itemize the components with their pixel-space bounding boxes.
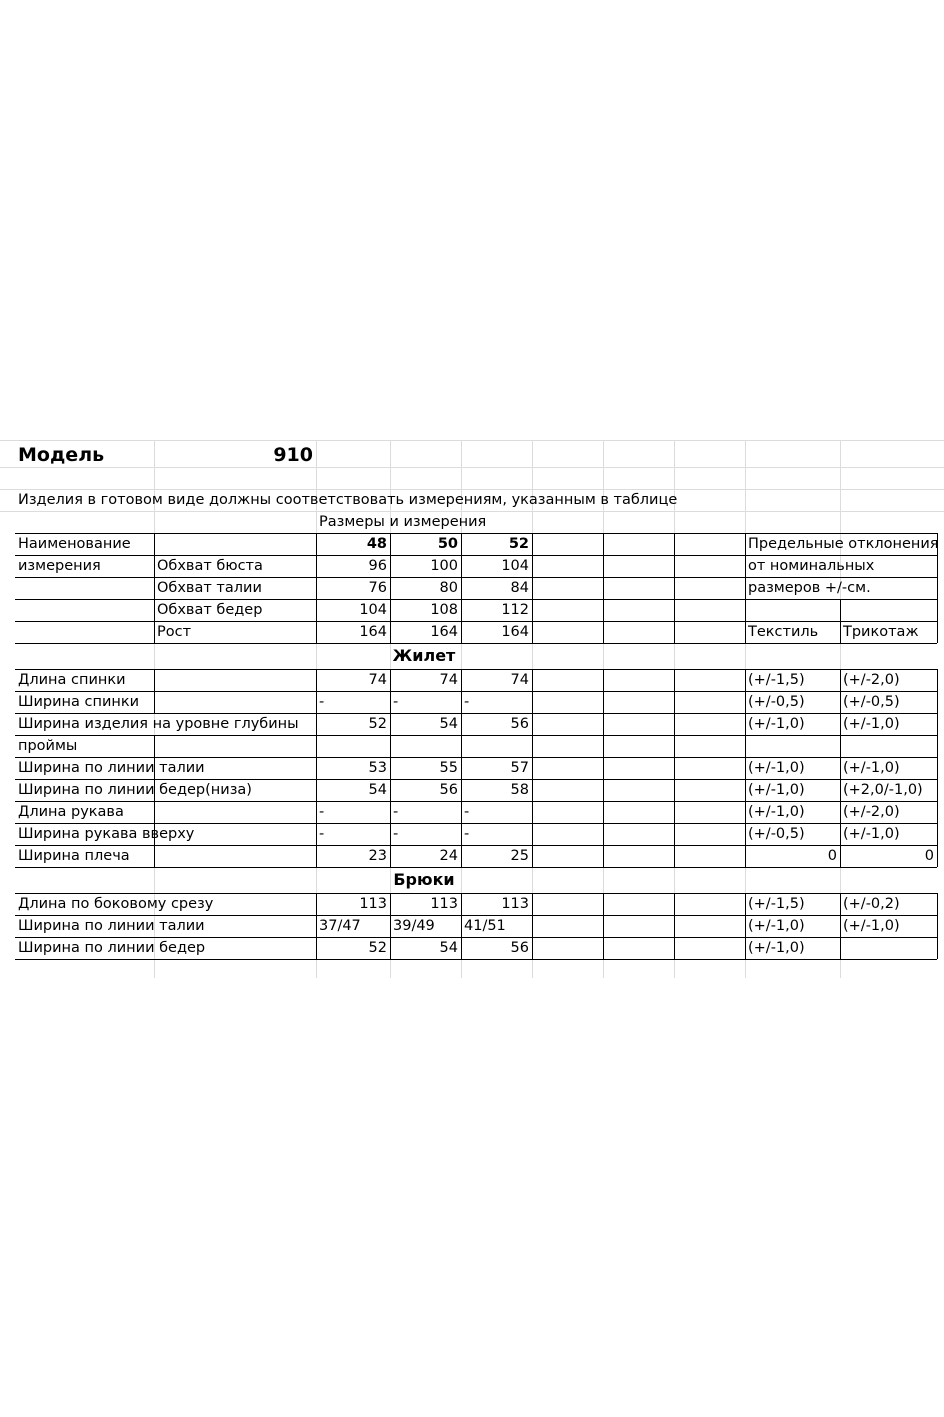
model-number: 910	[273, 444, 313, 466]
param-value: 164	[501, 624, 529, 640]
param-value: 164	[430, 624, 458, 640]
measurement-value: 41/51	[464, 918, 506, 934]
knit-tolerance: 0	[924, 848, 934, 864]
tolerance-label-3: размеров +/-см.	[748, 580, 871, 596]
size-48: 48	[366, 536, 387, 552]
param-value: 96	[368, 558, 387, 574]
textile-tolerance: (+/-1,5)	[748, 672, 805, 688]
knit-tolerance: (+/-1,0)	[843, 760, 900, 776]
model-label: Модель	[18, 444, 105, 466]
param-value: 84	[510, 580, 529, 596]
knit-tolerance: (+/-1,0)	[843, 716, 900, 732]
measurement-value: 39/49	[393, 918, 435, 934]
knit-tolerance: (+/-0,2)	[843, 896, 900, 912]
textile-tolerance: (+/-1,0)	[748, 804, 805, 820]
measurement-value: 56	[439, 782, 458, 798]
measurement-value: 52	[368, 940, 387, 956]
param-value: 104	[359, 602, 387, 618]
measurement-name: Ширина по линии бедер(низа)	[18, 782, 252, 798]
measurement-value: 56	[510, 716, 529, 732]
measurement-name: Ширина спинки	[18, 694, 140, 710]
param-name: Обхват бюста	[157, 558, 263, 574]
textile-tolerance: (+/-0,5)	[748, 826, 805, 842]
measurement-name: Ширина по линии талии	[18, 918, 205, 934]
note-text: Изделия в готовом виде должны соответствовать измерениям, указанным в таблице	[18, 492, 678, 508]
size-50: 50	[437, 536, 458, 552]
knit-tolerance: (+/-1,0)	[843, 826, 900, 842]
textile-tolerance: (+/-0,5)	[748, 694, 805, 710]
measurement-value: 37/47	[319, 918, 361, 934]
measurement-value: -	[319, 826, 325, 842]
knit-tolerance: (+/-0,5)	[843, 694, 900, 710]
measurement-name: Ширина рукава вверху	[18, 826, 195, 842]
textile-tolerance: (+/-1,0)	[748, 918, 805, 934]
param-name: Рост	[157, 624, 192, 640]
measurement-value: 113	[501, 896, 529, 912]
measurement-value: 24	[439, 848, 458, 864]
knit-tolerance: (+/-2,0)	[843, 804, 900, 820]
param-value: 164	[359, 624, 387, 640]
textile-tolerance: (+/-1,0)	[748, 940, 805, 956]
measurement-value: 52	[368, 716, 387, 732]
vest-title: Жилет	[392, 646, 456, 665]
knit-label: Трикотаж	[843, 624, 919, 640]
measurement-value: 56	[510, 940, 529, 956]
param-value: 76	[368, 580, 387, 596]
measurement-value: -	[319, 804, 325, 820]
knit-tolerance: (+/-1,0)	[843, 918, 900, 934]
measurement-value: 57	[510, 760, 529, 776]
measurement-value: -	[464, 826, 470, 842]
measurement-value: 58	[510, 782, 529, 798]
sizes-caption: Размеры и измерения	[319, 514, 487, 530]
measurement-value: -	[319, 694, 325, 710]
measurement-value: -	[464, 804, 470, 820]
name-label-2: измерения	[18, 558, 101, 574]
param-value: 80	[439, 580, 458, 596]
measurement-name: Ширина по линии бедер	[18, 940, 206, 956]
knit-tolerance: (+/-2,0)	[843, 672, 900, 688]
name-label-1: Наименование	[18, 536, 131, 552]
measurement-name: Ширина по линии талии	[18, 760, 205, 776]
measurement-value: 113	[359, 896, 387, 912]
size-52: 52	[508, 536, 529, 552]
measurement-value: 54	[368, 782, 387, 798]
measurement-value: 74	[510, 672, 529, 688]
textile-tolerance: (+/-1,0)	[748, 760, 805, 776]
measurement-name: Ширина изделия на уровне глубины	[18, 716, 299, 732]
measurement-value: -	[393, 826, 399, 842]
measurement-value: 74	[439, 672, 458, 688]
measurement-name: Ширина плеча	[18, 848, 130, 864]
param-value: 104	[501, 558, 529, 574]
pants-title: Брюки	[393, 870, 455, 889]
measurement-value: 113	[430, 896, 458, 912]
param-value: 108	[430, 602, 458, 618]
measurement-value: 54	[439, 716, 458, 732]
param-value: 112	[501, 602, 529, 618]
textile-label: Текстиль	[748, 624, 819, 640]
measurement-value: 54	[439, 940, 458, 956]
measurement-value: 23	[368, 848, 387, 864]
textile-tolerance: 0	[827, 848, 837, 864]
measurement-value: 25	[510, 848, 529, 864]
measurement-value: -	[464, 694, 470, 710]
textile-tolerance: (+/-1,0)	[748, 782, 805, 798]
knit-tolerance: (+2,0/-1,0)	[843, 782, 923, 798]
measurement-name: Длина рукава	[18, 804, 124, 820]
param-value: 100	[430, 558, 458, 574]
param-name: Обхват бедер	[157, 602, 263, 618]
textile-tolerance: (+/-1,0)	[748, 716, 805, 732]
tolerance-label-1: Предельные отклонения	[748, 536, 939, 552]
measurement-name: проймы	[18, 738, 78, 754]
measurement-name: Длина спинки	[18, 672, 126, 688]
param-name: Обхват талии	[157, 580, 262, 596]
textile-tolerance: (+/-1,5)	[748, 896, 805, 912]
measurement-name: Длина по боковому срезу	[18, 896, 214, 912]
measurement-value: 55	[439, 760, 458, 776]
measurement-value: 74	[368, 672, 387, 688]
tolerance-label-2: от номинальных	[748, 558, 875, 574]
measurement-value: -	[393, 804, 399, 820]
measurement-value: 53	[368, 760, 387, 776]
measurement-value: -	[393, 694, 399, 710]
